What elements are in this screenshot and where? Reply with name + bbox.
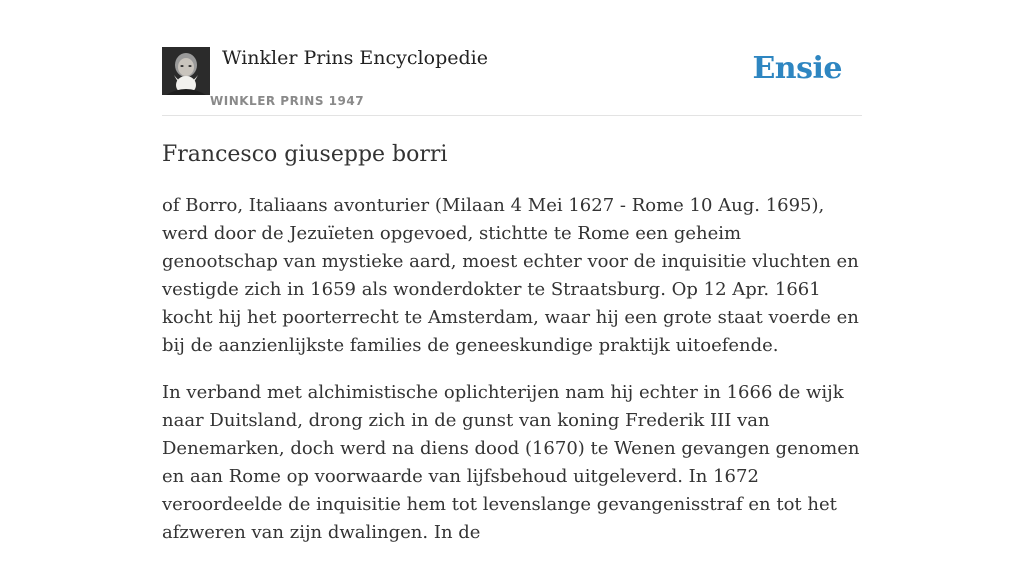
- article-paragraph: of Borro, Italiaans avonturier (Milaan 4 Mei 1627 - Rome 10 Aug. 1695), werd door de Jezuïeten opgevoed, stichtte te Rome een geheim genootschap van mystieke aard, moest echter voor de inquisitie vluchten en vestigde zich in 1659 als wonderdokter te Straatsburg. Op 12 Apr. 1661 kocht hij het poorterrecht te Amsterdam, waar hij een grote staat voerde en bij de aanzienlijkste families de geneeskundige praktijk uitoefende.: [162, 195, 859, 356]
- article-title: Francesco giuseppe borri: [162, 142, 448, 167]
- article-paragraph: In verband met alchimistische oplichterijen nam hij echter in 1666 de wijk naar Duitsland, drong zich in de gunst van koning Frederik III van Denemarken, doch werd na diens dood (1670) te Wenen gevangen genomen en aan Rome op voorwaarde van lijfsbehoud uitgeleverd. In 1672 veroordeelde de inquisitie hem tot levenslange gevangenisstraf en tot het afzweren van zijn dwalingen. In de: [162, 382, 860, 543]
- author-portrait-icon: [162, 47, 210, 95]
- source-label: WINKLER PRINS 1947: [210, 94, 365, 108]
- author-avatar[interactable]: [162, 47, 210, 95]
- site-title[interactable]: Winkler Prins Encyclopedie: [222, 47, 488, 69]
- article-body: [162, 192, 862, 566]
- brand-logo[interactable]: Ensie: [752, 51, 842, 86]
- site-header: [162, 0, 862, 116]
- content-container: [162, 0, 862, 543]
